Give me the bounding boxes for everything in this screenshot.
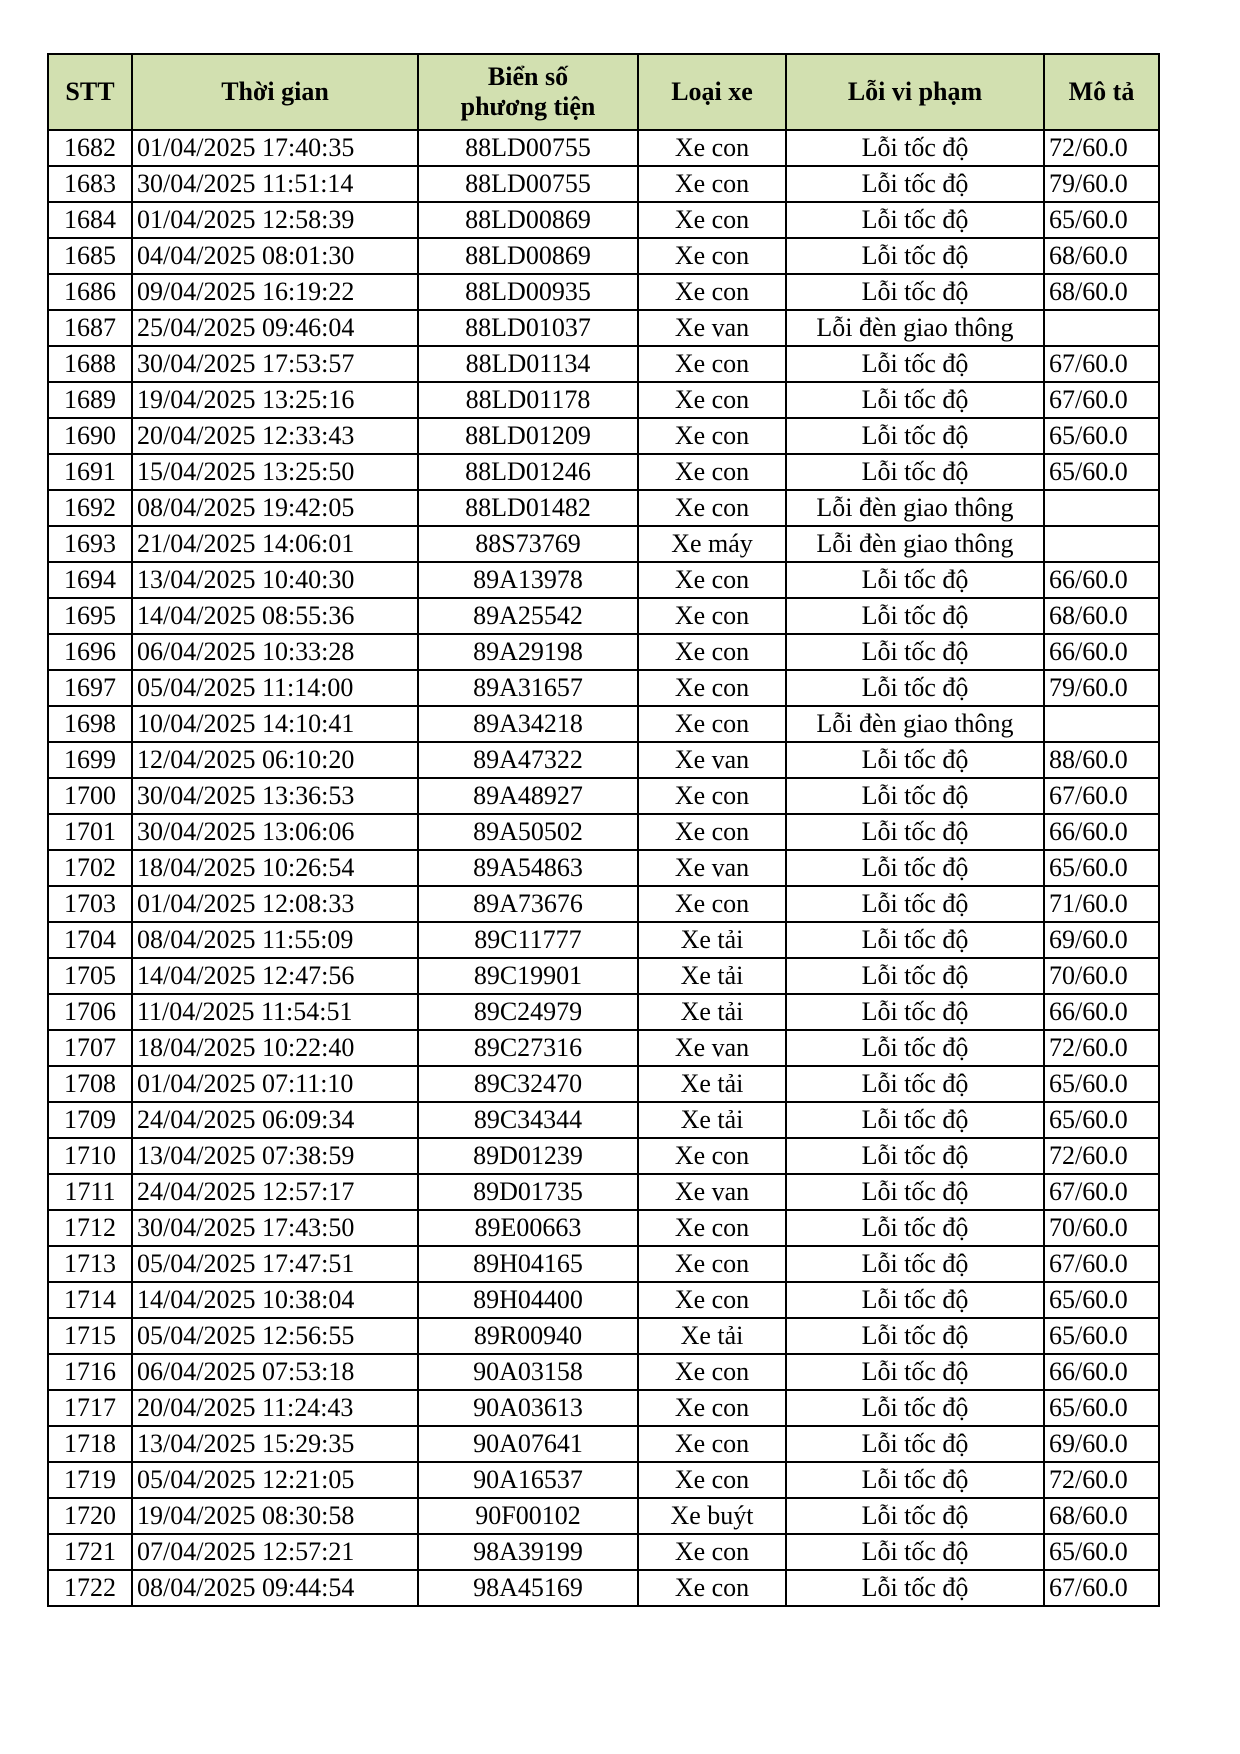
cell-plate: 88S73769 bbox=[418, 526, 638, 562]
cell-stt: 1695 bbox=[48, 598, 132, 634]
cell-time: 30/04/2025 17:43:50 bbox=[132, 1210, 418, 1246]
cell-stt: 1698 bbox=[48, 706, 132, 742]
cell-description: 66/60.0 bbox=[1044, 634, 1159, 670]
cell-violation: Lỗi tốc độ bbox=[786, 166, 1044, 202]
cell-violation: Lỗi tốc độ bbox=[786, 778, 1044, 814]
cell-vehicle-type: Xe van bbox=[638, 310, 786, 346]
cell-description: 65/60.0 bbox=[1044, 1318, 1159, 1354]
cell-plate: 89A29198 bbox=[418, 634, 638, 670]
cell-stt: 1699 bbox=[48, 742, 132, 778]
cell-violation: Lỗi đèn giao thông bbox=[786, 706, 1044, 742]
table-row bbox=[48, 202, 1159, 238]
cell-vehicle-type: Xe con bbox=[638, 1570, 786, 1606]
cell-stt: 1712 bbox=[48, 1210, 132, 1246]
cell-plate: 89A13978 bbox=[418, 562, 638, 598]
cell-violation: Lỗi tốc độ bbox=[786, 1030, 1044, 1066]
cell-time: 08/04/2025 19:42:05 bbox=[132, 490, 418, 526]
cell-time: 21/04/2025 14:06:01 bbox=[132, 526, 418, 562]
header-plate-line2: phương tiện bbox=[460, 92, 596, 121]
table-row bbox=[48, 418, 1159, 454]
cell-violation: Lỗi tốc độ bbox=[786, 850, 1044, 886]
table-row bbox=[48, 778, 1159, 814]
table-row bbox=[48, 1102, 1159, 1138]
cell-plate: 89D01735 bbox=[418, 1174, 638, 1210]
cell-stt: 1683 bbox=[48, 166, 132, 202]
cell-vehicle-type: Xe con bbox=[638, 1426, 786, 1462]
cell-stt: 1709 bbox=[48, 1102, 132, 1138]
cell-stt: 1719 bbox=[48, 1462, 132, 1498]
cell-vehicle-type: Xe con bbox=[638, 454, 786, 490]
cell-plate: 89A47322 bbox=[418, 742, 638, 778]
cell-stt: 1682 bbox=[48, 130, 132, 166]
cell-stt: 1693 bbox=[48, 526, 132, 562]
cell-stt: 1722 bbox=[48, 1570, 132, 1606]
cell-time: 13/04/2025 10:40:30 bbox=[132, 562, 418, 598]
cell-violation: Lỗi tốc độ bbox=[786, 1246, 1044, 1282]
cell-description: 67/60.0 bbox=[1044, 1570, 1159, 1606]
cell-violation: Lỗi tốc độ bbox=[786, 994, 1044, 1030]
cell-violation: Lỗi tốc độ bbox=[786, 238, 1044, 274]
cell-plate: 89C32470 bbox=[418, 1066, 638, 1102]
table-row bbox=[48, 742, 1159, 778]
cell-plate: 98A45169 bbox=[418, 1570, 638, 1606]
cell-vehicle-type: Xe con bbox=[638, 634, 786, 670]
cell-violation: Lỗi tốc độ bbox=[786, 1462, 1044, 1498]
cell-vehicle-type: Xe tải bbox=[638, 922, 786, 958]
cell-plate: 88LD00755 bbox=[418, 166, 638, 202]
table-row bbox=[48, 454, 1159, 490]
cell-time: 05/04/2025 17:47:51 bbox=[132, 1246, 418, 1282]
cell-plate: 89C19901 bbox=[418, 958, 638, 994]
cell-violation: Lỗi tốc độ bbox=[786, 1174, 1044, 1210]
cell-stt: 1707 bbox=[48, 1030, 132, 1066]
cell-vehicle-type: Xe con bbox=[638, 1282, 786, 1318]
cell-stt: 1710 bbox=[48, 1138, 132, 1174]
table-row bbox=[48, 1498, 1159, 1534]
cell-time: 14/04/2025 12:47:56 bbox=[132, 958, 418, 994]
cell-plate: 89R00940 bbox=[418, 1318, 638, 1354]
table-row bbox=[48, 310, 1159, 346]
table-row bbox=[48, 346, 1159, 382]
cell-vehicle-type: Xe con bbox=[638, 418, 786, 454]
cell-time: 19/04/2025 13:25:16 bbox=[132, 382, 418, 418]
table-row bbox=[48, 562, 1159, 598]
cell-plate: 89A31657 bbox=[418, 670, 638, 706]
cell-time: 30/04/2025 17:53:57 bbox=[132, 346, 418, 382]
cell-stt: 1714 bbox=[48, 1282, 132, 1318]
cell-time: 11/04/2025 11:54:51 bbox=[132, 994, 418, 1030]
cell-violation: Lỗi tốc độ bbox=[786, 1570, 1044, 1606]
cell-time: 05/04/2025 12:56:55 bbox=[132, 1318, 418, 1354]
cell-plate: 90A07641 bbox=[418, 1426, 638, 1462]
cell-violation: Lỗi tốc độ bbox=[786, 598, 1044, 634]
table-row bbox=[48, 1138, 1159, 1174]
cell-stt: 1691 bbox=[48, 454, 132, 490]
table-row bbox=[48, 706, 1159, 742]
cell-plate: 88LD01178 bbox=[418, 382, 638, 418]
cell-vehicle-type: Xe van bbox=[638, 742, 786, 778]
table-row bbox=[48, 490, 1159, 526]
cell-vehicle-type: Xe tải bbox=[638, 1066, 786, 1102]
cell-stt: 1684 bbox=[48, 202, 132, 238]
cell-plate: 89C24979 bbox=[418, 994, 638, 1030]
cell-vehicle-type: Xe con bbox=[638, 1138, 786, 1174]
table-row bbox=[48, 1282, 1159, 1318]
cell-stt: 1697 bbox=[48, 670, 132, 706]
cell-description bbox=[1044, 706, 1159, 742]
cell-plate: 89A50502 bbox=[418, 814, 638, 850]
cell-vehicle-type: Xe tải bbox=[638, 1318, 786, 1354]
table-row bbox=[48, 166, 1159, 202]
cell-time: 24/04/2025 12:57:17 bbox=[132, 1174, 418, 1210]
table-row bbox=[48, 274, 1159, 310]
cell-violation: Lỗi đèn giao thông bbox=[786, 310, 1044, 346]
cell-plate: 88LD01134 bbox=[418, 346, 638, 382]
cell-stt: 1713 bbox=[48, 1246, 132, 1282]
cell-stt: 1702 bbox=[48, 850, 132, 886]
cell-violation: Lỗi tốc độ bbox=[786, 1066, 1044, 1102]
cell-vehicle-type: Xe con bbox=[638, 814, 786, 850]
cell-time: 25/04/2025 09:46:04 bbox=[132, 310, 418, 346]
cell-time: 18/04/2025 10:22:40 bbox=[132, 1030, 418, 1066]
cell-stt: 1705 bbox=[48, 958, 132, 994]
cell-description bbox=[1044, 490, 1159, 526]
cell-plate: 90A03158 bbox=[418, 1354, 638, 1390]
cell-vehicle-type: Xe con bbox=[638, 166, 786, 202]
table-row bbox=[48, 1570, 1159, 1606]
cell-plate: 88LD01246 bbox=[418, 454, 638, 490]
table-row bbox=[48, 382, 1159, 418]
cell-violation: Lỗi tốc độ bbox=[786, 1426, 1044, 1462]
cell-description: 67/60.0 bbox=[1044, 1174, 1159, 1210]
cell-violation: Lỗi tốc độ bbox=[786, 274, 1044, 310]
cell-vehicle-type: Xe con bbox=[638, 382, 786, 418]
table-row bbox=[48, 994, 1159, 1030]
cell-description: 65/60.0 bbox=[1044, 202, 1159, 238]
cell-vehicle-type: Xe tải bbox=[638, 1102, 786, 1138]
cell-violation: Lỗi tốc độ bbox=[786, 1354, 1044, 1390]
cell-time: 12/04/2025 06:10:20 bbox=[132, 742, 418, 778]
violations-table bbox=[47, 53, 1160, 1607]
cell-time: 20/04/2025 11:24:43 bbox=[132, 1390, 418, 1426]
cell-plate: 89E00663 bbox=[418, 1210, 638, 1246]
table-row bbox=[48, 670, 1159, 706]
cell-time: 01/04/2025 17:40:35 bbox=[132, 130, 418, 166]
cell-time: 04/04/2025 08:01:30 bbox=[132, 238, 418, 274]
cell-stt: 1708 bbox=[48, 1066, 132, 1102]
cell-stt: 1703 bbox=[48, 886, 132, 922]
cell-violation: Lỗi tốc độ bbox=[786, 1390, 1044, 1426]
cell-stt: 1689 bbox=[48, 382, 132, 418]
cell-description: 68/60.0 bbox=[1044, 1498, 1159, 1534]
cell-description: 72/60.0 bbox=[1044, 1030, 1159, 1066]
cell-violation: Lỗi tốc độ bbox=[786, 454, 1044, 490]
cell-vehicle-type: Xe con bbox=[638, 778, 786, 814]
cell-vehicle-type: Xe con bbox=[638, 562, 786, 598]
cell-violation: Lỗi tốc độ bbox=[786, 1318, 1044, 1354]
cell-description: 67/60.0 bbox=[1044, 382, 1159, 418]
cell-violation: Lỗi tốc độ bbox=[786, 418, 1044, 454]
cell-description: 65/60.0 bbox=[1044, 1066, 1159, 1102]
cell-vehicle-type: Xe con bbox=[638, 598, 786, 634]
cell-vehicle-type: Xe con bbox=[638, 1390, 786, 1426]
cell-plate: 89C34344 bbox=[418, 1102, 638, 1138]
cell-vehicle-type: Xe con bbox=[638, 130, 786, 166]
cell-vehicle-type: Xe con bbox=[638, 1534, 786, 1570]
cell-time: 06/04/2025 07:53:18 bbox=[132, 1354, 418, 1390]
cell-stt: 1706 bbox=[48, 994, 132, 1030]
cell-stt: 1688 bbox=[48, 346, 132, 382]
cell-stt: 1721 bbox=[48, 1534, 132, 1570]
cell-time: 15/04/2025 13:25:50 bbox=[132, 454, 418, 490]
cell-time: 01/04/2025 07:11:10 bbox=[132, 1066, 418, 1102]
cell-time: 20/04/2025 12:33:43 bbox=[132, 418, 418, 454]
cell-time: 18/04/2025 10:26:54 bbox=[132, 850, 418, 886]
cell-violation: Lỗi tốc độ bbox=[786, 670, 1044, 706]
cell-stt: 1717 bbox=[48, 1390, 132, 1426]
cell-description: 72/60.0 bbox=[1044, 1138, 1159, 1174]
cell-vehicle-type: Xe con bbox=[638, 1354, 786, 1390]
cell-time: 14/04/2025 08:55:36 bbox=[132, 598, 418, 634]
table-row bbox=[48, 1066, 1159, 1102]
table-row bbox=[48, 1030, 1159, 1066]
cell-time: 06/04/2025 10:33:28 bbox=[132, 634, 418, 670]
cell-description: 65/60.0 bbox=[1044, 1102, 1159, 1138]
cell-time: 30/04/2025 11:51:14 bbox=[132, 166, 418, 202]
cell-description: 66/60.0 bbox=[1044, 814, 1159, 850]
table-row bbox=[48, 922, 1159, 958]
cell-violation: Lỗi tốc độ bbox=[786, 742, 1044, 778]
cell-violation: Lỗi tốc độ bbox=[786, 1498, 1044, 1534]
cell-violation: Lỗi tốc độ bbox=[786, 814, 1044, 850]
cell-description: 66/60.0 bbox=[1044, 1354, 1159, 1390]
cell-plate: 89A25542 bbox=[418, 598, 638, 634]
cell-vehicle-type: Xe van bbox=[638, 850, 786, 886]
cell-stt: 1686 bbox=[48, 274, 132, 310]
header-type: Loại xe bbox=[638, 54, 786, 130]
cell-time: 10/04/2025 14:10:41 bbox=[132, 706, 418, 742]
table-body bbox=[48, 130, 1159, 1606]
cell-plate: 88LD00869 bbox=[418, 202, 638, 238]
cell-stt: 1715 bbox=[48, 1318, 132, 1354]
table-row bbox=[48, 1210, 1159, 1246]
header-desc: Mô tả bbox=[1044, 54, 1159, 130]
cell-vehicle-type: Xe con bbox=[638, 1210, 786, 1246]
table-row bbox=[48, 1462, 1159, 1498]
header-error: Lỗi vi phạm bbox=[786, 54, 1044, 130]
cell-plate: 89C27316 bbox=[418, 1030, 638, 1066]
table-row bbox=[48, 1426, 1159, 1462]
table-row bbox=[48, 238, 1159, 274]
cell-description: 65/60.0 bbox=[1044, 850, 1159, 886]
cell-description: 68/60.0 bbox=[1044, 598, 1159, 634]
cell-violation: Lỗi tốc độ bbox=[786, 1102, 1044, 1138]
cell-plate: 89A54863 bbox=[418, 850, 638, 886]
table-row bbox=[48, 1354, 1159, 1390]
cell-violation: Lỗi tốc độ bbox=[786, 958, 1044, 994]
cell-stt: 1711 bbox=[48, 1174, 132, 1210]
cell-violation: Lỗi tốc độ bbox=[786, 382, 1044, 418]
cell-description: 67/60.0 bbox=[1044, 346, 1159, 382]
table-row bbox=[48, 1174, 1159, 1210]
cell-description bbox=[1044, 310, 1159, 346]
cell-vehicle-type: Xe con bbox=[638, 886, 786, 922]
cell-stt: 1690 bbox=[48, 418, 132, 454]
cell-violation: Lỗi tốc độ bbox=[786, 562, 1044, 598]
cell-description: 79/60.0 bbox=[1044, 670, 1159, 706]
cell-stt: 1716 bbox=[48, 1354, 132, 1390]
cell-description: 65/60.0 bbox=[1044, 1282, 1159, 1318]
cell-description: 70/60.0 bbox=[1044, 1210, 1159, 1246]
cell-time: 30/04/2025 13:06:06 bbox=[132, 814, 418, 850]
cell-plate: 98A39199 bbox=[418, 1534, 638, 1570]
cell-violation: Lỗi đèn giao thông bbox=[786, 490, 1044, 526]
header-stt: STT bbox=[48, 54, 132, 130]
cell-description: 67/60.0 bbox=[1044, 1246, 1159, 1282]
table-row bbox=[48, 1318, 1159, 1354]
cell-plate: 88LD00935 bbox=[418, 274, 638, 310]
header-row bbox=[48, 54, 1159, 130]
header-time: Thời gian bbox=[132, 54, 418, 130]
cell-stt: 1685 bbox=[48, 238, 132, 274]
cell-description: 88/60.0 bbox=[1044, 742, 1159, 778]
cell-time: 07/04/2025 12:57:21 bbox=[132, 1534, 418, 1570]
cell-plate: 88LD01037 bbox=[418, 310, 638, 346]
cell-time: 14/04/2025 10:38:04 bbox=[132, 1282, 418, 1318]
cell-description: 65/60.0 bbox=[1044, 454, 1159, 490]
cell-plate: 90A16537 bbox=[418, 1462, 638, 1498]
cell-stt: 1696 bbox=[48, 634, 132, 670]
cell-plate: 90A03613 bbox=[418, 1390, 638, 1426]
cell-violation: Lỗi tốc độ bbox=[786, 346, 1044, 382]
cell-stt: 1701 bbox=[48, 814, 132, 850]
cell-description: 72/60.0 bbox=[1044, 130, 1159, 166]
cell-violation: Lỗi tốc độ bbox=[786, 1282, 1044, 1318]
cell-time: 01/04/2025 12:08:33 bbox=[132, 886, 418, 922]
cell-plate: 89D01239 bbox=[418, 1138, 638, 1174]
cell-plate: 88LD00755 bbox=[418, 130, 638, 166]
table-row bbox=[48, 1390, 1159, 1426]
cell-stt: 1694 bbox=[48, 562, 132, 598]
cell-vehicle-type: Xe con bbox=[638, 346, 786, 382]
table-row bbox=[48, 1534, 1159, 1570]
cell-plate: 88LD01209 bbox=[418, 418, 638, 454]
cell-violation: Lỗi tốc độ bbox=[786, 922, 1044, 958]
cell-plate: 89A48927 bbox=[418, 778, 638, 814]
cell-vehicle-type: Xe con bbox=[638, 238, 786, 274]
cell-vehicle-type: Xe con bbox=[638, 274, 786, 310]
table-row bbox=[48, 526, 1159, 562]
cell-time: 30/04/2025 13:36:53 bbox=[132, 778, 418, 814]
header-plate bbox=[418, 54, 638, 130]
table-row bbox=[48, 850, 1159, 886]
cell-vehicle-type: Xe máy bbox=[638, 526, 786, 562]
cell-description: 65/60.0 bbox=[1044, 1534, 1159, 1570]
cell-time: 13/04/2025 15:29:35 bbox=[132, 1426, 418, 1462]
cell-plate: 89A34218 bbox=[418, 706, 638, 742]
cell-time: 09/04/2025 16:19:22 bbox=[132, 274, 418, 310]
table-row bbox=[48, 814, 1159, 850]
cell-violation: Lỗi đèn giao thông bbox=[786, 526, 1044, 562]
cell-description: 66/60.0 bbox=[1044, 994, 1159, 1030]
table-row bbox=[48, 130, 1159, 166]
cell-description: 72/60.0 bbox=[1044, 1462, 1159, 1498]
cell-plate: 88LD01482 bbox=[418, 490, 638, 526]
cell-plate: 90F00102 bbox=[418, 1498, 638, 1534]
cell-description bbox=[1044, 526, 1159, 562]
cell-plate: 89A73676 bbox=[418, 886, 638, 922]
table-row bbox=[48, 1246, 1159, 1282]
cell-violation: Lỗi tốc độ bbox=[786, 1210, 1044, 1246]
cell-description: 69/60.0 bbox=[1044, 922, 1159, 958]
cell-description: 68/60.0 bbox=[1044, 238, 1159, 274]
cell-vehicle-type: Xe con bbox=[638, 670, 786, 706]
cell-stt: 1718 bbox=[48, 1426, 132, 1462]
cell-stt: 1692 bbox=[48, 490, 132, 526]
cell-time: 05/04/2025 11:14:00 bbox=[132, 670, 418, 706]
cell-vehicle-type: Xe con bbox=[638, 202, 786, 238]
cell-time: 01/04/2025 12:58:39 bbox=[132, 202, 418, 238]
cell-vehicle-type: Xe buýt bbox=[638, 1498, 786, 1534]
cell-vehicle-type: Xe con bbox=[638, 490, 786, 526]
cell-description: 71/60.0 bbox=[1044, 886, 1159, 922]
cell-description: 67/60.0 bbox=[1044, 778, 1159, 814]
cell-violation: Lỗi tốc độ bbox=[786, 1534, 1044, 1570]
cell-stt: 1687 bbox=[48, 310, 132, 346]
table-row bbox=[48, 634, 1159, 670]
cell-vehicle-type: Xe tải bbox=[638, 958, 786, 994]
cell-plate: 89C11777 bbox=[418, 922, 638, 958]
cell-vehicle-type: Xe van bbox=[638, 1030, 786, 1066]
table-row bbox=[48, 886, 1159, 922]
cell-plate: 89H04400 bbox=[418, 1282, 638, 1318]
cell-description: 66/60.0 bbox=[1044, 562, 1159, 598]
cell-time: 13/04/2025 07:38:59 bbox=[132, 1138, 418, 1174]
cell-vehicle-type: Xe van bbox=[638, 1174, 786, 1210]
cell-stt: 1704 bbox=[48, 922, 132, 958]
cell-time: 08/04/2025 09:44:54 bbox=[132, 1570, 418, 1606]
cell-time: 24/04/2025 06:09:34 bbox=[132, 1102, 418, 1138]
cell-stt: 1720 bbox=[48, 1498, 132, 1534]
cell-time: 19/04/2025 08:30:58 bbox=[132, 1498, 418, 1534]
table-row bbox=[48, 958, 1159, 994]
table-header bbox=[48, 54, 1159, 130]
cell-description: 70/60.0 bbox=[1044, 958, 1159, 994]
cell-violation: Lỗi tốc độ bbox=[786, 202, 1044, 238]
cell-plate: 89H04165 bbox=[418, 1246, 638, 1282]
cell-violation: Lỗi tốc độ bbox=[786, 886, 1044, 922]
cell-vehicle-type: Xe con bbox=[638, 1246, 786, 1282]
cell-violation: Lỗi tốc độ bbox=[786, 130, 1044, 166]
header-plate-line1: Biển số bbox=[487, 62, 569, 91]
cell-description: 68/60.0 bbox=[1044, 274, 1159, 310]
cell-vehicle-type: Xe con bbox=[638, 1462, 786, 1498]
cell-plate: 88LD00869 bbox=[418, 238, 638, 274]
cell-time: 08/04/2025 11:55:09 bbox=[132, 922, 418, 958]
cell-description: 69/60.0 bbox=[1044, 1426, 1159, 1462]
cell-vehicle-type: Xe con bbox=[638, 706, 786, 742]
cell-time: 05/04/2025 12:21:05 bbox=[132, 1462, 418, 1498]
cell-description: 79/60.0 bbox=[1044, 166, 1159, 202]
cell-description: 65/60.0 bbox=[1044, 418, 1159, 454]
cell-violation: Lỗi tốc độ bbox=[786, 634, 1044, 670]
table-row bbox=[48, 598, 1159, 634]
cell-description: 65/60.0 bbox=[1044, 1390, 1159, 1426]
cell-vehicle-type: Xe tải bbox=[638, 994, 786, 1030]
cell-violation: Lỗi tốc độ bbox=[786, 1138, 1044, 1174]
cell-stt: 1700 bbox=[48, 778, 132, 814]
